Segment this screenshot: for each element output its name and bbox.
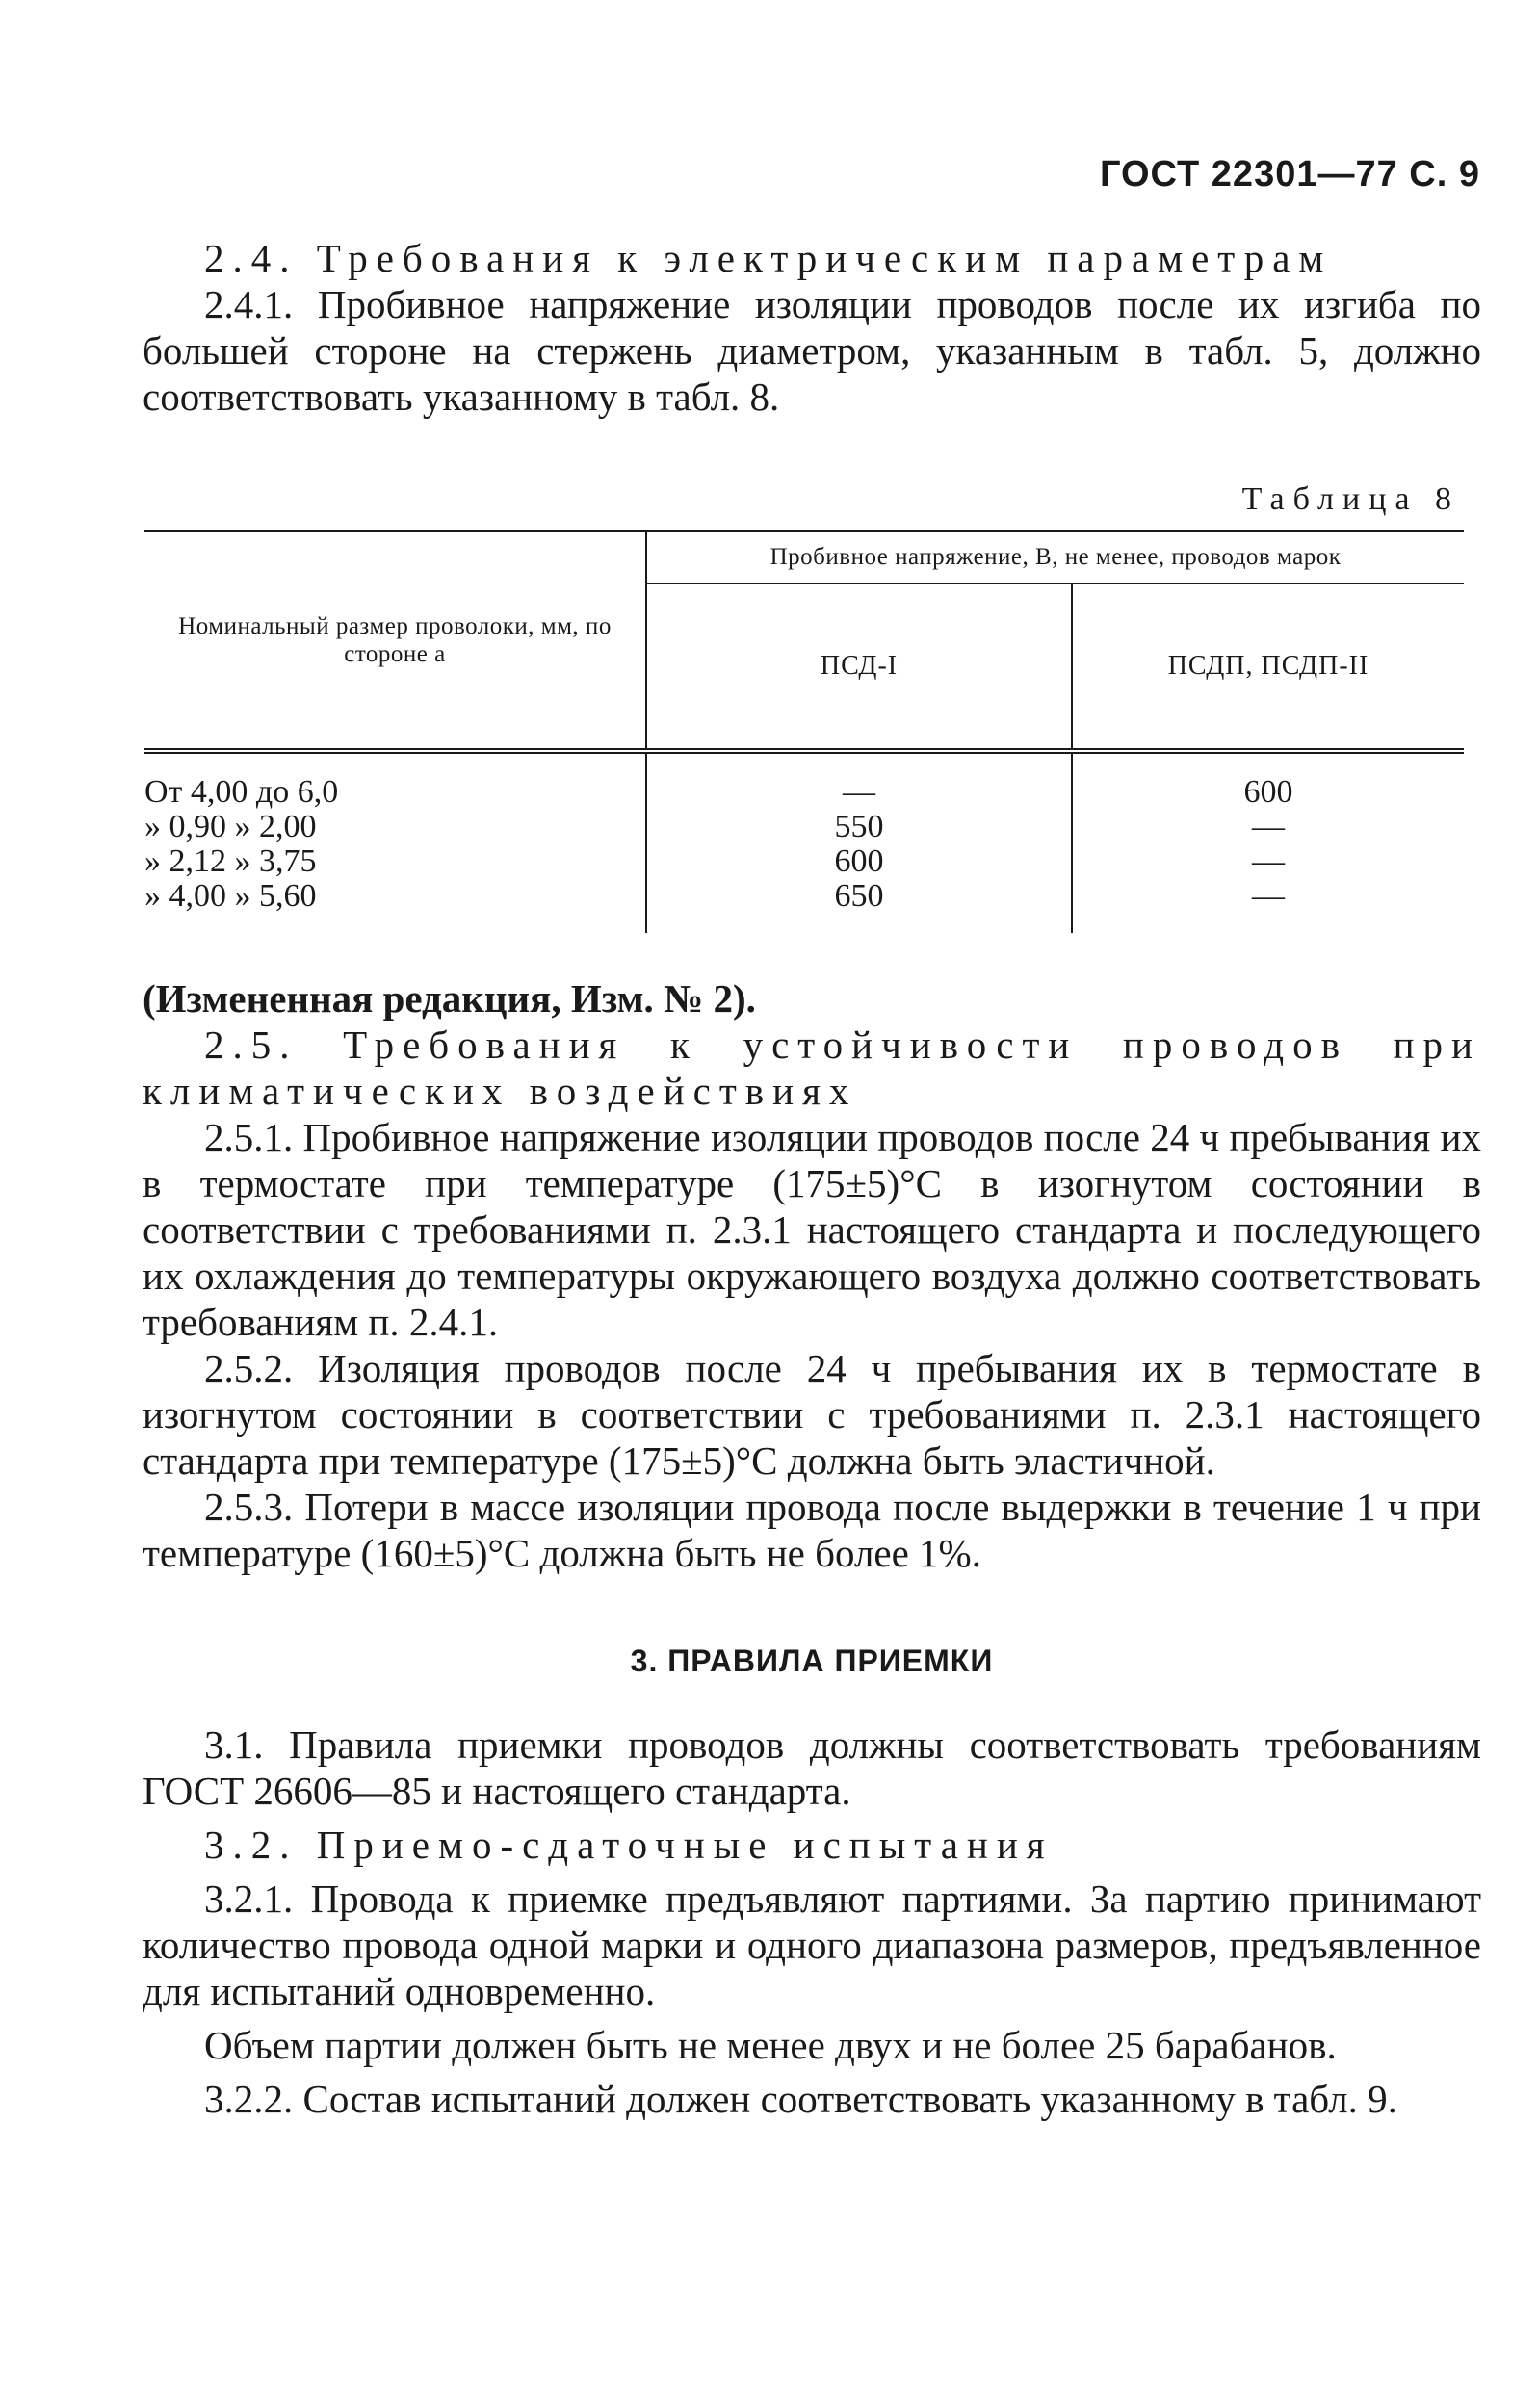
cell-size: » 4,00 » 5,60 (144, 879, 646, 933)
page-header: ГОСТ 22301—77 С. 9 (1099, 154, 1480, 194)
paragraph-3-2-1: 3.2.1. Провода к приемке предъявляют партиями. За партию принимают количество провода одной марки и одного диапазона размеров, предъявленное для испытаний одновременно. (143, 1877, 1481, 2013)
section-2-5-title: 2.5. Требования к устойчивости проводов при климатических воздействиях (143, 1023, 1481, 1113)
cell-size: » 2,12 » 3,75 (144, 844, 646, 879)
paragraph-3-2-1-volume: Объем партии должен быть не менее двух и не более 25 барабанов. (204, 2023, 1337, 2067)
section-3-title: 3. ПРАВИЛА ПРИЕМКИ (630, 1644, 994, 1678)
paragraph-2-5-2: 2.5.2. Изоляция проводов после 24 ч пребывания их в термостате в изогнутом состоянии в соответствии с требованиями п. 2.3.1 настоящего стандарта при температуре (175±5)°С должна быть эластичной. (143, 1346, 1481, 1483)
table-8-caption: Таблица 8 (1241, 481, 1460, 517)
cell-psdp: — (1252, 843, 1285, 879)
amendment-note: (Измененная редакция, Изм. № 2). (143, 976, 756, 1021)
col-psdp-header: ПСДП, ПСДП-II (1167, 651, 1369, 681)
section-3-2-title: 3.2. Приемо-сдаточные испытания (204, 1823, 1054, 1867)
table-row (144, 844, 1464, 879)
cell-psd: 600 (646, 844, 1072, 879)
section-2-4-title: 2.4. Требования к электрическим параметрам (204, 236, 1333, 280)
cell-psdp: — (1252, 809, 1285, 844)
paragraph-2-5-3: 2.5.3. Потери в массе изоляции провода после выдержки в течение 1 ч при температуре (160±5)°С должна быть не более 1%. (143, 1485, 1481, 1575)
cell-psd: 550 (646, 810, 1072, 844)
paragraph-3-2-2: 3.2.2. Состав испытаний должен соответствовать указанному в табл. 9. (204, 2077, 1397, 2121)
col-size-header: Номинальный размер проволоки, мм, по стороне a (144, 531, 646, 752)
table-row (144, 879, 1464, 933)
col-psd-header: ПСД-I (646, 583, 1072, 751)
col-group-header: Пробивное напряжение, В, не менее, проводов марок (646, 531, 1464, 584)
cell-psdp: 600 (1072, 751, 1464, 810)
cell-psdp: — (1252, 878, 1285, 914)
paragraph-3-1: 3.1. Правила приемки проводов должны соответствовать требованиям ГОСТ 26606—85 и настоящего стандарта. (143, 1722, 1481, 1813)
table-row (144, 810, 1464, 844)
cell-psd: 650 (646, 879, 1072, 933)
cell-size: От 4,00 до 6,0 (144, 751, 646, 810)
cell-size: » 0,90 » 2,00 (144, 810, 646, 844)
table-8 (144, 530, 1464, 933)
table-row (144, 751, 1464, 810)
paragraph-2-4-1: 2.4.1. Пробивное напряжение изоляции проводов после их изгиба по большей стороне на стержень диаметром, указанным в табл. 5, должно соответствовать указанному в табл. 8. (143, 282, 1481, 419)
cell-psd: — (646, 751, 1072, 810)
page-body (143, 154, 1481, 2122)
paragraph-2-5-1: 2.5.1. Пробивное напряжение изоляции проводов после 24 ч пребывания их в термостате при температуре (175±5)°С в изогнутом состоянии в соответствии с требованиями п. 2.3.1 настоящего стандарта и последующего их охлаждения до температуры окружающего воздуха должно соответствовать требованиям п. 2.4.1. (143, 1115, 1481, 1344)
